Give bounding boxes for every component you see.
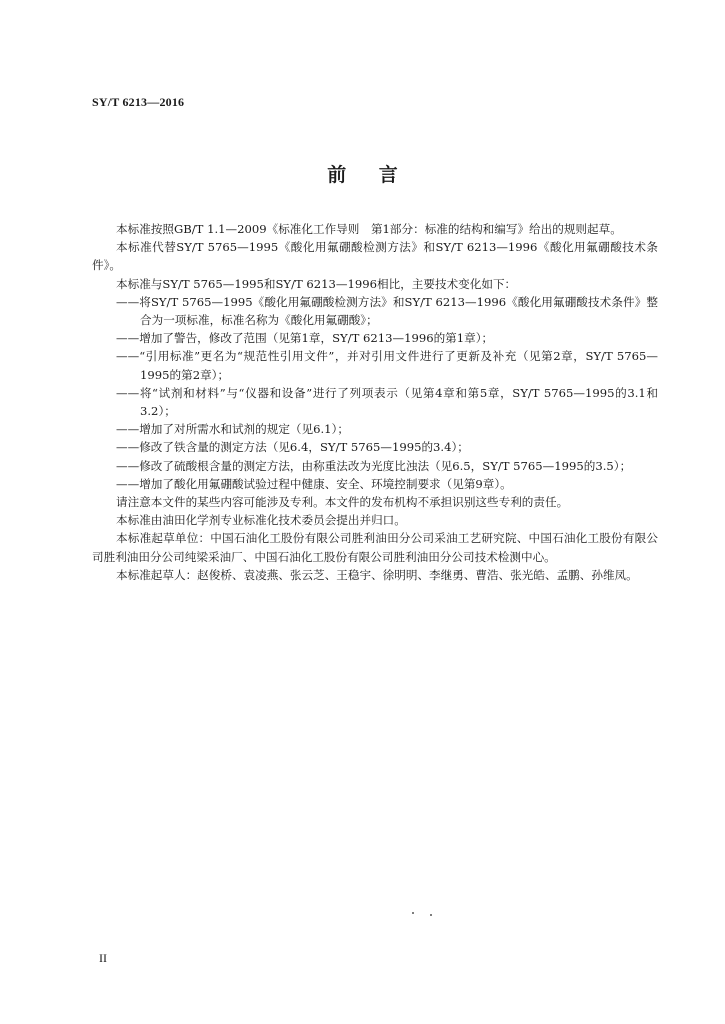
list-item: ——增加了警告，修改了范围（见第1章，SY/T 6213—1996的第1章）；	[116, 331, 494, 346]
paragraph: 本标准按照GB/T 1.1—2009《标准化工作导则 第1部分：标准的结构和编写》给出的规则起草。	[116, 222, 622, 236]
list-item: ——将SY/T 5765—1995《酸化用氟硼酸检测方法》和SY/T 6213—1996《酸化用氟硼酸技术条件》整合为一项标准，标准名称为《酸化用氟硼酸》；	[116, 294, 658, 328]
paragraph: 本标准与SY/T 5765—1995和SY/T 6213—1996相比，主要技术变化如下：	[116, 276, 517, 291]
list-item: ——增加了酸化用氟硼酸试验过程中健康、安全、环境控制要求（见第9章）。	[116, 476, 512, 491]
standard-code: SY/T 6213—2016	[92, 95, 185, 109]
paragraph: 本标准起草人：赵俊桥、袁凌燕、张云芝、王稳宇、徐明明、李继勇、曹浩、张光皓、孟鹏、孙维凤。	[116, 567, 638, 582]
list-item: ——将“试剂和材料”与“仪器和设备”进行了列项表示（见第4章和第5章，SY/T 5765—1995的3.1和3.2）；	[116, 385, 658, 419]
list-item: ——“引用标准”更名为“规范性引用文件”，并对引用文件进行了更新及补充（见第2章，SY/T 5765—1995的第2章）；	[116, 349, 658, 382]
list-item: ——修改了硫酸根含量的测定方法，由称重法改为光度比浊法（见6.5，SY/T 5765—1995的3.5）；	[116, 458, 632, 473]
list-item: ——修改了铁含量的测定方法（见6.4，SY/T 5765—1995的3.4）；	[116, 440, 469, 455]
page-number: II	[99, 951, 107, 965]
list-item: ——增加了对所需水和试剂的规定（见6.1）；	[116, 422, 349, 437]
paragraph: 本标准由油田化学剂专业标准化技术委员会提出并归口。	[116, 513, 406, 528]
paragraph: 本标准起草单位：中国石油化工股份有限公司胜利油田分公司采油工艺研究院、中国石油化工股份有限公司胜利油田分公司纯梁采油厂、中国石油化工股份有限公司胜利油田分公司技术检测中心。	[92, 531, 658, 564]
scan-speck	[430, 914, 432, 916]
scan-speck	[412, 912, 414, 914]
page-title: 前 言	[327, 164, 398, 186]
paragraph: 本标准代替SY/T 5765—1995《酸化用氟硼酸检测方法》和SY/T 6213—1996《酸化用氟硼酸技术条件》。	[92, 240, 658, 273]
document-body	[92, 220, 658, 584]
paragraph: 请注意本文件的某些内容可能涉及专利。本文件的发布机构不承担识别这些专利的责任。	[116, 495, 569, 510]
